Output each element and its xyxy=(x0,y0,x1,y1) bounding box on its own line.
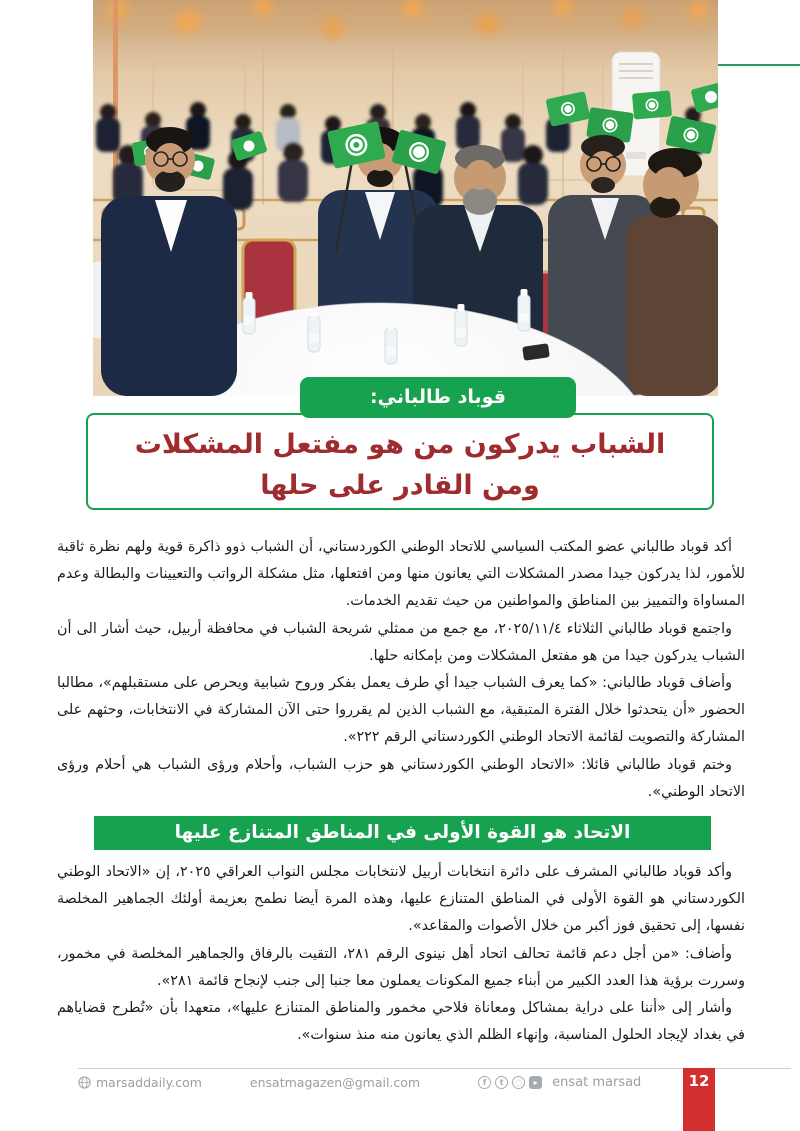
facebook-icon: f xyxy=(478,1076,491,1089)
footer-email xyxy=(250,1075,420,1090)
youtube-icon: ▸ xyxy=(529,1076,542,1089)
paragraph: أكد قوباد طالباني عضو المكتب السياسي للاتحاد الوطني الكوردستاني، أن الشباب ذوو ذاكرة قوية ولهم نظرة ثاقبة للأمور، لذا يدركون جيدا مصدر المشكلات التي يعانون منها ومن افتعلها، مثل مشكلة الرواتب والتعيينات والبطالة وعدم المساواة والتمييز بين المناطق والمواطنين من حيث تقديم الخدمات. xyxy=(57,539,745,610)
paragraph: وأضاف قوباد طالباني: «كما يعرف الشباب جيدا أي طرف يعمل بفكر وروح شبابية ويحرص على مستقبلهم»، مطالبا الحضور «أن يتحدثوا خلال الفترة المتبقية، مع الشباب الذين لم يقرروا حتى الآن المشاركة في الانتخابات، وحثهم على المشاركة والتصويت لقائمة الاتحاد الوطني الكوردستاني الرقم ٢٢٢». xyxy=(57,675,745,746)
footer-website xyxy=(78,1075,202,1090)
ceiling-lights xyxy=(93,0,718,39)
footer-website-text: marsaddaily.com xyxy=(96,1074,202,1090)
paragraph: وختم قوباد طالباني قائلا: «الاتحاد الوطني الكوردستاني هو حزب الشباب، وأحلام ورؤى الشباب هي أحلام ورؤى الاتحاد الوطني». xyxy=(57,756,745,800)
paragraph: واجتمع قوباد طالباني الثلاثاء ٢٠٢٥/١١/٤، مع جمع من ممثلي شريحة الشباب في محافظة أربيل، حيث أشار الى أن الشباب يدركون جيدا من هو مفتعل المشكلات ومن بإمكانه حلها. xyxy=(57,620,745,664)
section-header-text: الاتحاد هو القوة الأولى في المناطق المتنازع عليها xyxy=(174,822,631,844)
kicker-label: قوباد طالباني: xyxy=(370,386,506,408)
article-section-1 xyxy=(57,522,745,806)
instagram-icon: ◌ xyxy=(512,1076,525,1089)
headline-box xyxy=(86,413,714,510)
section-header-bar xyxy=(94,816,711,850)
twitter-icon: t xyxy=(495,1076,508,1089)
page-number: 12 xyxy=(688,1072,710,1090)
article-section-2 xyxy=(57,859,745,1049)
kicker-badge xyxy=(300,377,576,418)
event-photo xyxy=(93,0,718,396)
footer-social-handle xyxy=(552,1075,641,1090)
footer-social-icons xyxy=(478,1076,542,1089)
paragraph: وأكد قوباد طالباني المشرف على دائرة انتخابات أربيل لانتخابات مجلس النواب العراقي ٢٠٢٥، إن «الاتحاد الوطني الكوردستاني هو القوة الأولى في المناطق المتنازع عليها، وهذه المرة أيضا نطمح بعزيمة أولئك الجماهير المخلصة نفسها، إلى تحقيق فوز أكبر من خلال الأصوات والمقاعد». xyxy=(57,864,745,935)
top-accent-line xyxy=(718,64,800,66)
top-zone xyxy=(0,0,800,522)
page-number-badge xyxy=(683,1068,715,1131)
headline-line-1: الشباب يدركون من هو مفتعل المشكلات xyxy=(134,429,666,460)
article-body xyxy=(57,522,745,1049)
event-photo-illustration xyxy=(93,0,718,396)
paragraph: وأشار إلى «أننا على دراية بمشاكل ومعاناة فلاحي مخمور والمناطق المتنازع عليها»، متعهدا بأن «تُطرح قضاياهم في بغداد لإيجاد الحلول المناسبة، وإنهاء الظلم الذي يعانون منه منذ سنوات». xyxy=(57,1000,745,1044)
footer-handle-text: ensat marsad xyxy=(552,1074,642,1090)
headline-line-2: ومن القادر على حلها xyxy=(260,470,540,501)
footer-email-text: ensatmagazen@gmail.com xyxy=(249,1074,421,1090)
globe-icon xyxy=(78,1076,91,1089)
footer xyxy=(78,1072,678,1092)
paragraph: وأضاف: «من أجل دعم قائمة تحالف اتحاد أهل نينوى الرقم ٢٨١، التقيت بالرفاق والجماهير المخلصة في مخمور، وسررت برؤية هذا العدد الكبير من أبناء جميع المكونات يعملون معا جنبا إلى جنب لإنجاح قائمة ٢٨١». xyxy=(57,945,745,989)
